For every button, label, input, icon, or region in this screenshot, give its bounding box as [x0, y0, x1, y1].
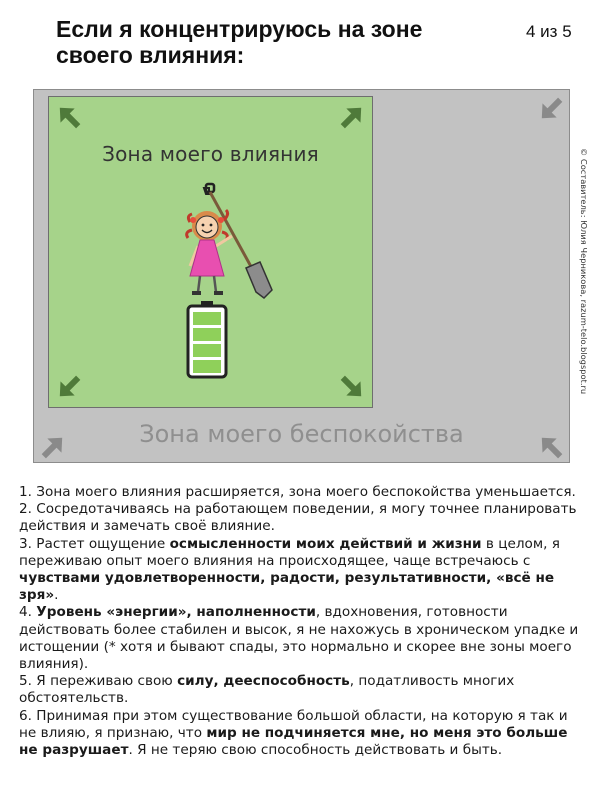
- note-text: , вдохновения, готовности действовать более стабилен и высок, я не нахожусь в хроническом упадке и истощении (* хотя и бывают спады, это нормально и скорее вне зоны моего влияния).: [19, 604, 579, 673]
- note-emphasis: чувствами удовлетворенности, радости, результативности, «всё не зря»: [19, 570, 555, 604]
- page-indicator: 4 из 5: [526, 22, 572, 41]
- copyright-credit-text: © Составитель: Юлия Черникова, razum-telo.blogspot.ru: [579, 148, 589, 395]
- girl-with-shovel-icon: [176, 180, 280, 306]
- note-emphasis: Уровень «энергии», наполненности: [36, 604, 316, 621]
- note-text: . Я не теряю свою способность действовать и быть.: [128, 742, 503, 759]
- zone-of-concern-label: Зона моего беспокойства: [139, 420, 464, 448]
- arrow-bottom-left-icon: [36, 430, 70, 464]
- note-number: 5.: [19, 673, 37, 690]
- note-item: [19, 536, 585, 605]
- note-emphasis: мир не подчиняется мне, но меня это больше не разрушает: [19, 724, 568, 759]
- full-battery-icon: [186, 301, 228, 379]
- arrow-top-right-icon: [335, 100, 369, 134]
- note-text: .: [54, 587, 59, 604]
- note-item: [19, 501, 585, 535]
- note-item: [19, 604, 585, 673]
- note-number: 1.: [19, 484, 37, 500]
- arrow-bottom-left-icon: [52, 370, 86, 404]
- note-text: Я переживаю свою: [36, 673, 178, 690]
- page-title: Если я концентрируюсь на зоне своего влияния:: [56, 16, 423, 68]
- note-text: в целом, я переживаю опыт моего влияния на происходящее, чаще встречаюсь с: [19, 535, 560, 569]
- arrow-top-right-icon: [534, 92, 568, 126]
- note-item: [19, 673, 585, 707]
- note-number: 6.: [19, 707, 37, 724]
- note-number: 4.: [19, 604, 37, 621]
- copyright-credit: [581, 148, 597, 428]
- zone-of-influence-label: Зона моего влияния: [102, 142, 319, 166]
- note-number: 2.: [19, 501, 37, 518]
- note-text: , податливость многих обстоятельств.: [19, 673, 515, 707]
- note-text: Принимая при этом существование большой области, на которую я так и не влияю, я признаю, что: [19, 707, 568, 741]
- note-number: 3.: [19, 535, 37, 552]
- note-text: Сосредотачиваясь на работающем поведении, я могу точнее планировать действия и замечать своё влияние.: [19, 501, 577, 535]
- note-item: [19, 484, 585, 501]
- note-text: Растет ощущение: [36, 535, 170, 552]
- note-emphasis: силу, дееспособность: [177, 673, 350, 690]
- arrow-bottom-right-icon: [534, 430, 568, 464]
- arrow-top-left-icon: [52, 100, 86, 134]
- notes-list: [19, 484, 585, 759]
- note-emphasis: осмысленности моих действий и жизни: [169, 535, 482, 552]
- note-item: [19, 708, 585, 760]
- arrow-bottom-right-icon: [335, 370, 369, 404]
- note-text: Зона моего влияния расширяется, зона моего беспокойства уменьшается.: [36, 484, 576, 500]
